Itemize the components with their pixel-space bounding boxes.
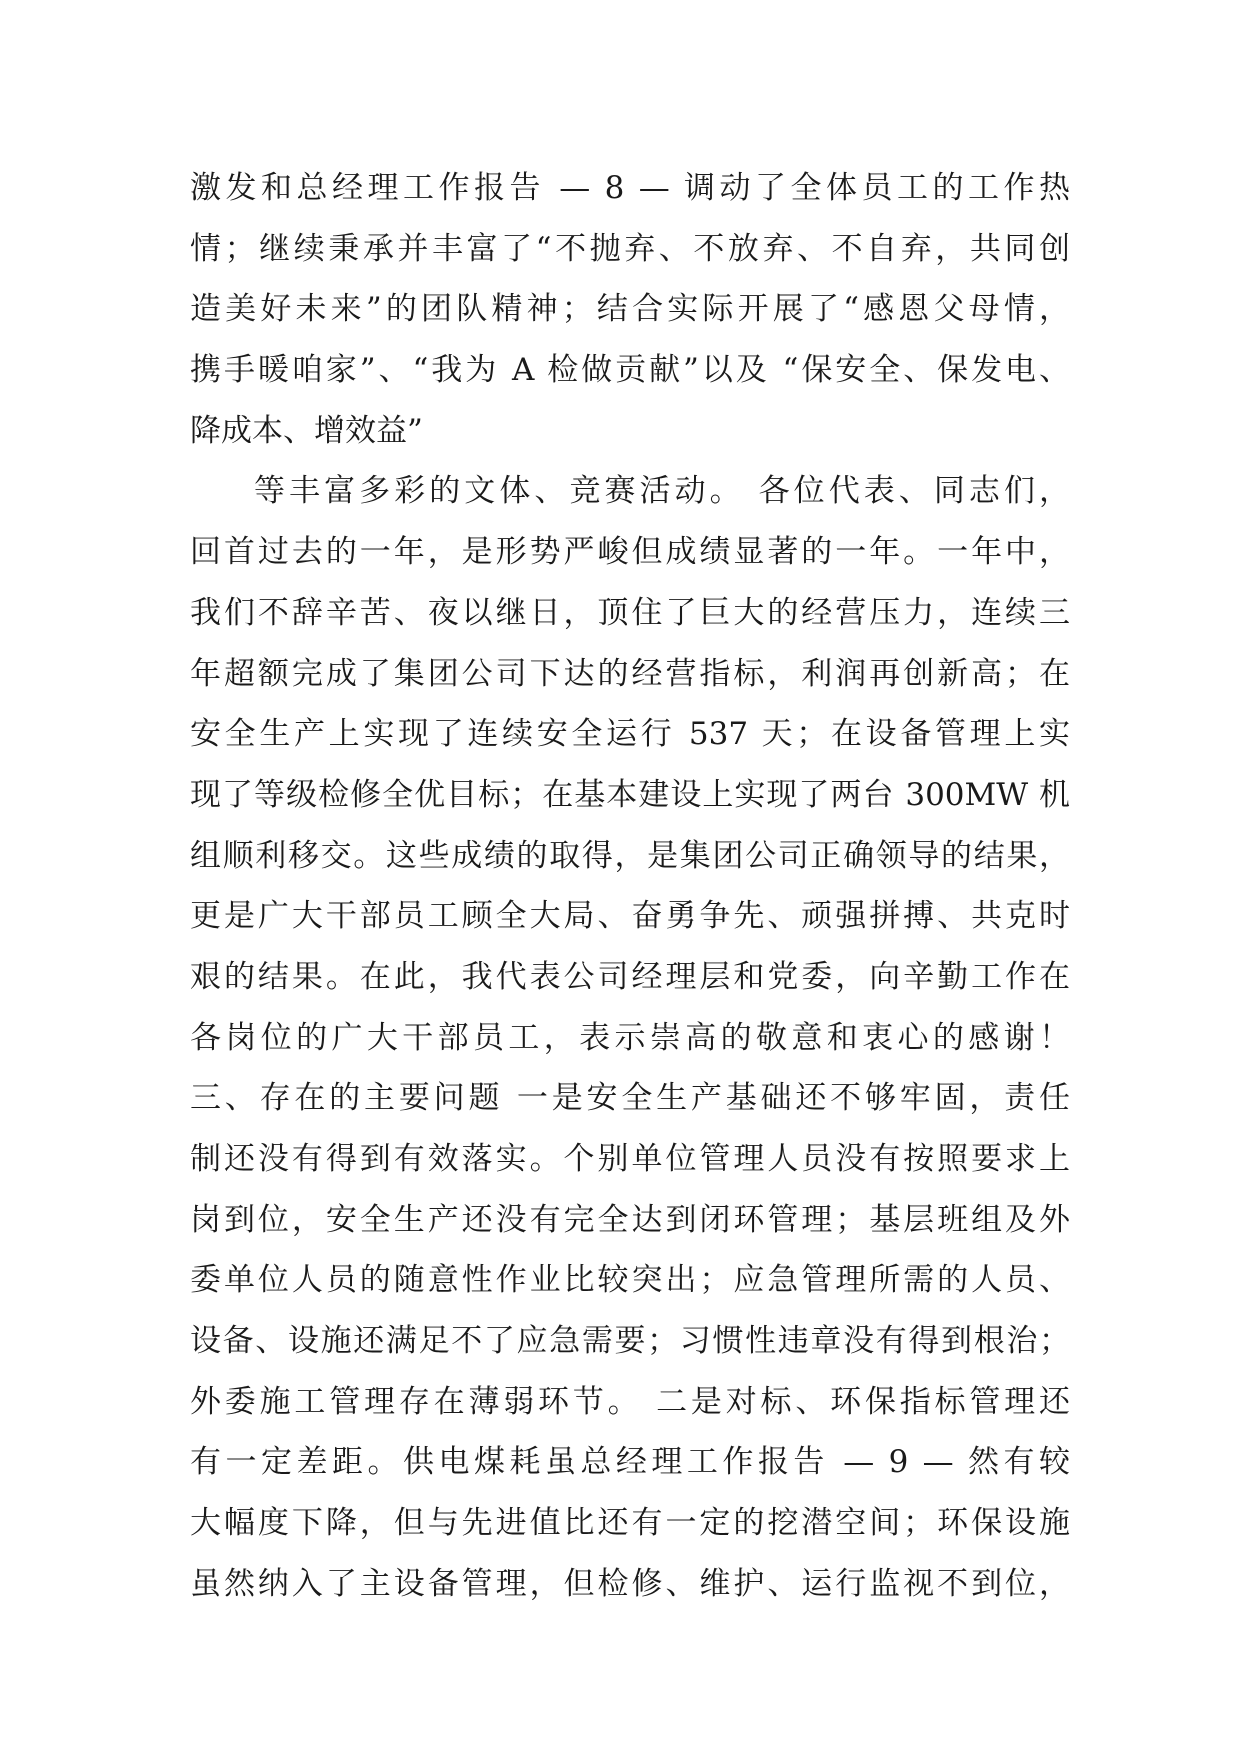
text-line: 制还没有得到有效落实。个别单位管理人员没有按照要求上 — [190, 1141, 1070, 1177]
text-line: 激发和总经理工作报告 — 8 — 调动了全体员工的工作热 — [190, 170, 1070, 206]
body-text — [190, 158, 1070, 1615]
text-line: 各岗位的广大干部员工，表示崇高的敬意和衷心的感谢！ — [190, 1019, 1070, 1056]
text-line: 设备、设施还满足不了应急需要；习惯性违章没有得到根治； — [190, 1323, 1070, 1360]
text-line: 三、存在的主要问题 一是安全生产基础还不够牢固，责任 — [190, 1080, 1070, 1117]
text-line: 安全生产上实现了连续安全运行 537 天；在设备管理上实 — [190, 716, 1070, 753]
text-line: 岗到位，安全生产还没有完全达到闭环管理；基层班组及外 — [190, 1201, 1070, 1238]
text-line: 大幅度下降，但与先进值比还有一定的挖潜空间；环保设施 — [190, 1505, 1070, 1542]
text-line: 等丰富多彩的文体、竞赛活动。 各位代表、同志们， — [254, 473, 1070, 510]
text-line: 造美好未来”的团队精神；结合实际开展了“感恩父母情， — [190, 291, 1070, 328]
text-line: 艰的结果。在此，我代表公司经理层和党委，向辛勤工作在 — [190, 958, 1070, 995]
text-line: 委单位人员的随意性作业比较突出；应急管理所需的人员、 — [190, 1262, 1070, 1299]
text-line: 有一定差距。供电煤耗虽总经理工作报告 — 9 — 然有较 — [190, 1444, 1070, 1481]
text-line: 携手暖咱家”、“我为 A 检做贡献”以及 “保安全、保发电、 — [190, 352, 1070, 389]
text-line: 年超额完成了集团公司下达的经营指标，利润再创新高；在 — [190, 655, 1070, 692]
text-line: 现了等级检修全优目标；在基本建设上实现了两台 300MW 机 — [190, 776, 1070, 813]
text-line: 回首过去的一年，是形势严峻但成绩显著的一年。一年中， — [190, 534, 1070, 571]
text-line: 我们不辞辛苦、夜以继日，顶住了巨大的经营压力，连续三 — [190, 594, 1070, 631]
text-line: 降成本、增效益” — [190, 412, 423, 449]
text-line: 情；继续秉承并丰富了“不抛弃、不放弃、不自弃，共同创 — [190, 230, 1070, 267]
text-line: 组顺利移交。这些成绩的取得，是集团公司正确领导的结果， — [190, 837, 1070, 874]
text-line: 虽然纳入了主设备管理，但检修、维护、运行监视不到位， — [190, 1565, 1070, 1602]
text-line: 更是广大干部员工顾全大局、奋勇争先、顽强拼搏、共克时 — [190, 898, 1070, 935]
text-line: 外委施工管理存在薄弱环节。 二是对标、环保指标管理还 — [190, 1383, 1070, 1420]
